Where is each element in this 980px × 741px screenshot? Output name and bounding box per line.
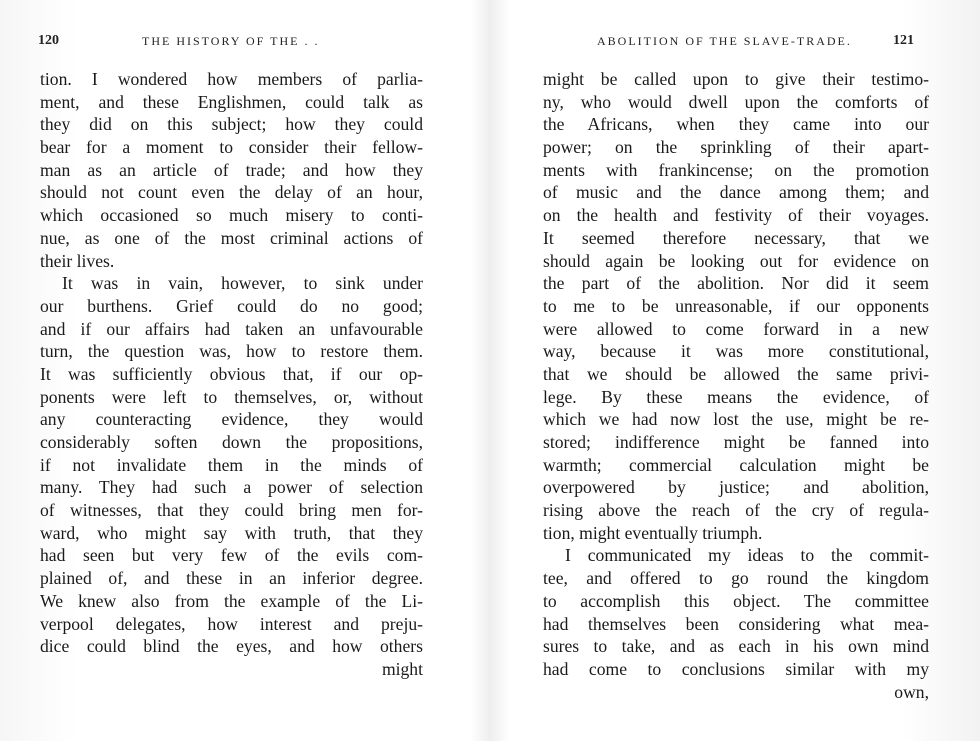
catchword: might [381, 658, 423, 679]
text-line: sures to take, and as each in his own mind [543, 636, 929, 657]
text-line: if not invalidate them in the minds of [40, 454, 423, 475]
text-line: stored; indifference might be fanned into [543, 432, 929, 452]
text-line: bear for a moment to consider their fellow- [40, 137, 423, 158]
text-line: their lives. [40, 250, 115, 271]
text-line: It was in vain, however, to sink under [62, 273, 423, 294]
text-line: might be called upon to give their testimo- [543, 69, 929, 89]
text-line: and if our affairs had taken an unfavourable [40, 318, 423, 339]
catchword: own, [894, 681, 929, 702]
text-line: I communicated my ideas to the commit- [565, 545, 929, 566]
text-line: We knew also from the example of the Li- [40, 590, 423, 611]
text-line: tion. I wondered how members of parlia- [40, 69, 423, 89]
text-line: turn, the question was, how to restore them. [40, 341, 423, 362]
text-line: had come to conclusions similar with my [543, 658, 929, 679]
text-line: ny, who would dwell upon the comforts of [543, 91, 929, 112]
text-line: lege. By these means the evidence, of [543, 386, 929, 407]
text-line: nue, as one of the most criminal actions of [40, 227, 423, 248]
text-line: were allowed to come forward in a new [543, 318, 929, 339]
text-line: power; on the sprinkling of their apart- [543, 137, 929, 158]
right-page [490, 0, 980, 741]
page-text [40, 68, 423, 681]
text-line: way, because it was more constitutional, [543, 341, 929, 362]
text-line: our burthens. Grief could do no good; [40, 295, 423, 316]
text-line: which we had now lost the use, might be re- [543, 409, 929, 430]
running-head: THE HISTORY OF THE . . [142, 34, 320, 48]
page-number: 121 [893, 33, 914, 48]
text-line: man as an article of trade; and how they [40, 159, 423, 180]
text-line: of music and the dance among them; and [543, 182, 929, 203]
text-line: had seen but very few of the evils com- [40, 545, 423, 566]
page-text [543, 68, 929, 703]
running-head: ABOLITION OF THE SLAVE-TRADE. [597, 34, 852, 48]
text-line: had themselves been considering what mea- [543, 613, 929, 634]
text-line: rising above the reach of the cry of regula- [543, 500, 929, 521]
text-line: tion, might eventually triumph. [543, 522, 763, 543]
text-line: to me to be unreasonable, if our opponents [543, 295, 929, 316]
text-line: tee, and offered to go round the kingdom [543, 568, 929, 589]
text-line: ponents were left to themselves, or, without [40, 386, 423, 407]
text-line: dice could blind the eyes, and how others [40, 636, 423, 657]
text-line: should not count even the delay of an hour, [40, 182, 423, 203]
text-line: It seemed therefore necessary, that we [543, 227, 929, 248]
text-line: It was sufficiently obvious that, if our op- [40, 363, 423, 384]
text-line: ments with frankincense; on the promotion [543, 159, 929, 180]
text-line: verpool delegates, how interest and preju- [40, 613, 423, 634]
text-line: ment, and these Englishmen, could talk as [40, 91, 423, 112]
text-line: of witnesses, that they could bring men for- [40, 500, 423, 521]
text-line: considerably soften down the propositions, [40, 432, 423, 452]
text-line: they did on this subject; how they could [40, 114, 423, 135]
page-number: 120 [38, 33, 59, 48]
text-line: overpowered by justice; and abolition, [543, 477, 929, 498]
text-line: on the health and festivity of their voyages. [543, 205, 929, 226]
text-line: should again be looking out for evidence on [543, 250, 929, 271]
text-line: that we should be allowed the same privi- [543, 363, 929, 384]
text-line: the part of the abolition. Nor did it seem [543, 273, 929, 294]
text-line: warmth; commercial calculation might be [543, 454, 929, 475]
text-line: ward, who might say with truth, that they [40, 522, 423, 543]
text-line: plained of, and these in an inferior degree. [40, 568, 423, 589]
text-line: to accomplish this object. The committee [543, 590, 929, 611]
text-line: any counteracting evidence, they would [40, 409, 423, 430]
text-line: the Africans, when they came into our [543, 114, 929, 135]
text-line: which occasioned so much misery to conti- [40, 205, 423, 226]
text-line: many. They had such a power of selection [40, 477, 423, 498]
